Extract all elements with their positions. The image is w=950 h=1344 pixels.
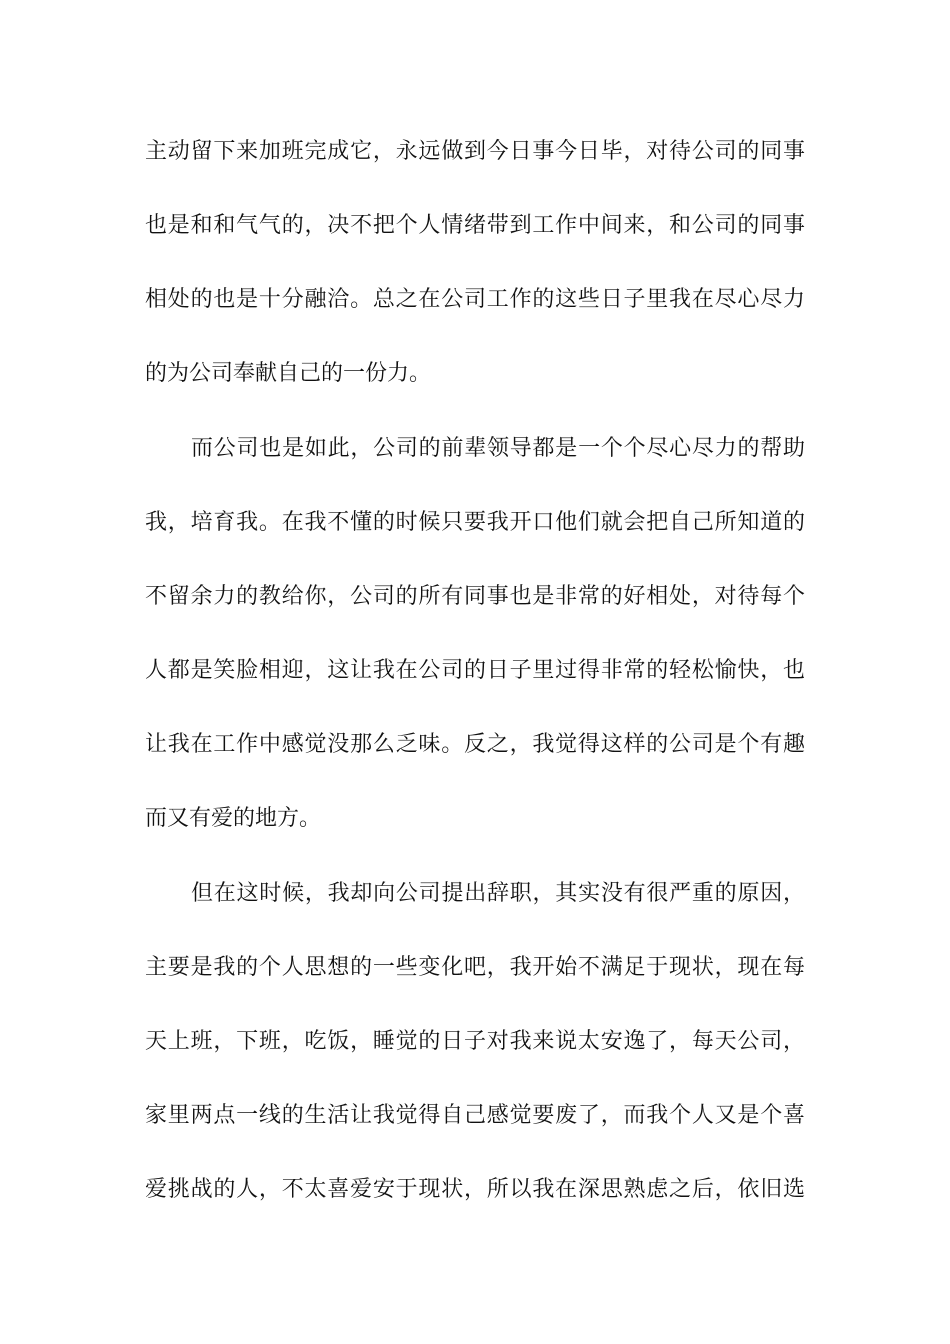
text-line: 家里两点一线的生活让我觉得自己感觉要废了，而我个人又是个喜: [145, 1103, 805, 1128]
text-line: 我，培育我。在我不懂的时候只要我开口他们就会把自己所知道的: [145, 510, 805, 535]
text-line: 相处的也是十分融洽。总之在公司工作的这些日子里我在尽心尽力: [145, 287, 805, 312]
text-line: 而又有爱的地方。: [145, 806, 322, 831]
paragraph-first-line: 而公司也是如此，公司的前辈领导都是一个个尽心尽力的帮助: [191, 436, 805, 461]
text-line: 主动留下来加班完成它，永远做到今日事今日毕，对待公司的同事: [145, 139, 805, 164]
paragraph-first-line: 但在这时候，我却向公司提出辞职，其实没有很严重的原因，: [191, 881, 805, 906]
text-line: 主要是我的个人思想的一些变化吧，我开始不满足于现状，现在每: [145, 955, 805, 980]
text-line: 的为公司奉献自己的一份力。: [145, 361, 432, 386]
text-line: 爱挑战的人，不太喜爱安于现状，所以我在深思熟虑之后，依旧选: [145, 1177, 805, 1202]
text-line: 人都是笑脸相迎，这让我在公司的日子里过得非常的轻松愉快，也: [145, 658, 805, 683]
text-line: 让我在工作中感觉没那么乏味。反之，我觉得这样的公司是个有趣: [145, 732, 805, 757]
text-line: 也是和和气气的，决不把个人情绪带到工作中间来，和公司的同事: [145, 213, 805, 238]
text-line: 不留余力的教给你，公司的所有同事也是非常的好相处，对待每个: [145, 584, 805, 609]
text-line: 天上班，下班，吃饭，睡觉的日子对我来说太安逸了，每天公司，: [145, 1029, 805, 1054]
